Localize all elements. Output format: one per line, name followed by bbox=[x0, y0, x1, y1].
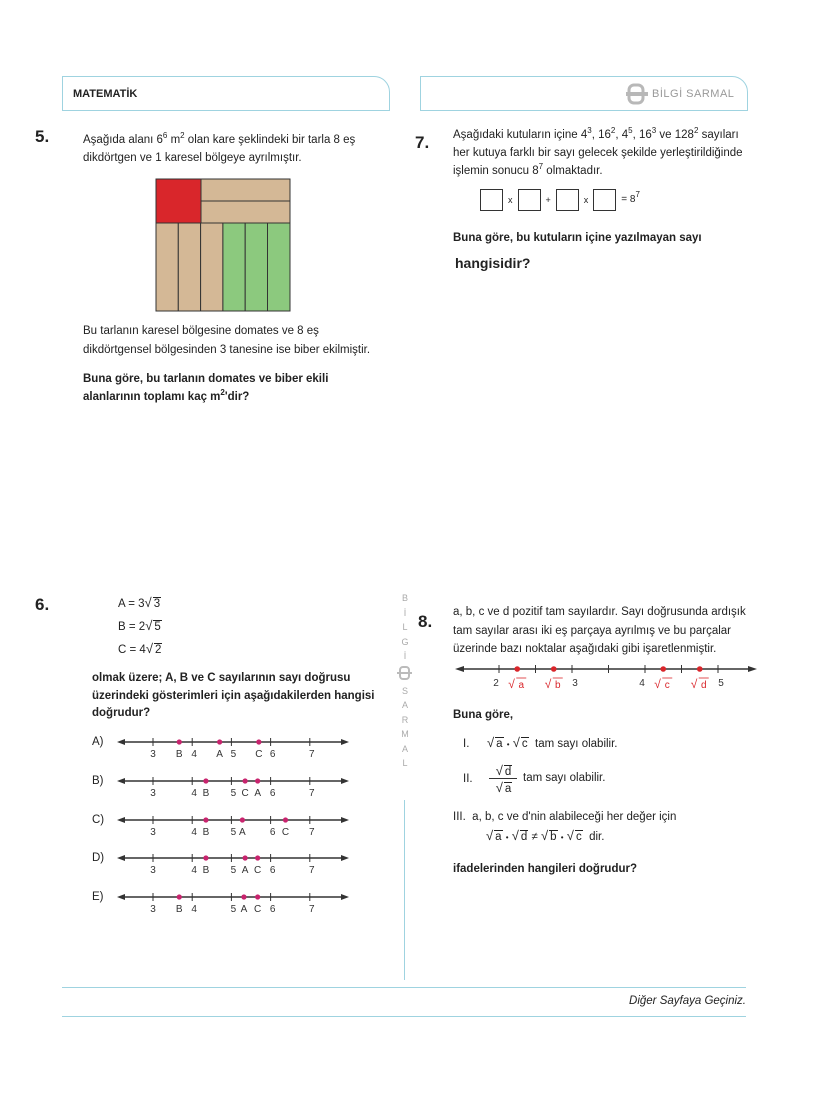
point-B bbox=[177, 739, 182, 744]
q5-text-line-1: Aşağıda alanı $6^6$ $m^2$ olan kare şeklindeki bir tarla 8 eş bbox=[83, 131, 356, 146]
point-label: B bbox=[175, 749, 183, 760]
sqrt-icon: √ bbox=[508, 677, 515, 691]
point-label: C bbox=[255, 749, 263, 760]
q6-question-line-1: olmak üzere; A, B ve C sayılarının sayı doğrusu bbox=[92, 672, 351, 684]
point-sqrt-b bbox=[551, 666, 557, 672]
tick-label: 3 bbox=[572, 678, 578, 689]
tick-label: 5 bbox=[230, 749, 237, 760]
point-B bbox=[203, 817, 208, 822]
brand-letter: İ bbox=[403, 607, 407, 618]
option-number-line[interactable] bbox=[115, 734, 355, 760]
q7-text-line-3: işlemin sonucu $8^7$ olmaktadır. bbox=[453, 162, 603, 177]
rect-region-green bbox=[268, 223, 291, 311]
answer-box bbox=[556, 189, 579, 211]
statement-3-line-2: √ a • √ d ≠ √ b • √ c dir. bbox=[486, 828, 605, 843]
point-B bbox=[203, 856, 208, 861]
answer-box bbox=[593, 189, 616, 211]
answer-box bbox=[518, 189, 541, 211]
statement-1: I. √ a • √ c tam sayı olabilir. bbox=[463, 735, 618, 750]
point-A bbox=[243, 856, 248, 861]
arrow-right-icon bbox=[341, 778, 349, 784]
tick-label: 3 bbox=[150, 787, 156, 799]
q8-lead: Buna göre, bbox=[453, 709, 514, 721]
tick-label: 5 bbox=[230, 826, 237, 838]
brand-letter: İ bbox=[403, 651, 407, 661]
question-5-number: 5. bbox=[35, 127, 50, 146]
option-label[interactable]: D) bbox=[92, 852, 105, 865]
tick-label: 5 bbox=[230, 904, 237, 916]
q7-text-line-1: Aşağıdaki kutuların içine $4^3$, $16^2$, $4^5$, $16^3$ ve $128^2$ sayıları bbox=[453, 126, 739, 141]
question-6-number: 6. bbox=[35, 595, 50, 614]
point-label: A bbox=[254, 787, 261, 799]
point-sqrt-a bbox=[514, 666, 520, 672]
arrow-left-icon bbox=[117, 778, 125, 784]
tick-label: 6 bbox=[269, 749, 276, 760]
rect-region-green bbox=[223, 223, 245, 311]
square-region bbox=[156, 179, 201, 223]
option-label[interactable]: A) bbox=[92, 736, 104, 748]
tick-label: 5 bbox=[230, 865, 237, 877]
q6-question-line-3: doğrudur? bbox=[92, 707, 151, 719]
arrow-left-icon bbox=[455, 666, 464, 672]
q5-question-line-2: alanlarının toplamı kaç $m^2'dir$? bbox=[83, 388, 250, 403]
q8-text-line-3: üzerinde bazı noktalar aşağıdaki gibi işaretlenmiştir. bbox=[453, 643, 717, 655]
arrow-left-icon bbox=[117, 894, 125, 900]
arrow-right-icon bbox=[341, 739, 349, 745]
point-label: a bbox=[518, 680, 525, 691]
point-C bbox=[256, 739, 261, 744]
arrow-left-icon bbox=[117, 817, 125, 823]
point-label: d bbox=[700, 680, 707, 691]
q8-question: ifadelerinden hangileri doğrudur? bbox=[453, 863, 638, 875]
brand-letter: G bbox=[401, 636, 409, 647]
q5-question-line-1: Buna göre, bu tarlanın domates ve biber ekili bbox=[83, 373, 329, 385]
q6-def-c: C = 4√ 2 bbox=[118, 641, 162, 656]
tick-label: 3 bbox=[150, 904, 156, 916]
q5-para-line-2: dikdörtgensel bölgesinden 3 tanesine ise biber ekilmiştir. bbox=[83, 344, 371, 356]
tick-label: 5 bbox=[718, 678, 724, 689]
question-7-number: 7. bbox=[415, 133, 430, 152]
point-label: c bbox=[664, 680, 670, 691]
rect-region bbox=[201, 201, 290, 223]
point-label: C bbox=[254, 904, 262, 916]
point-label: b bbox=[554, 680, 561, 691]
arrow-right-icon bbox=[748, 666, 757, 672]
tick-label: 6 bbox=[269, 904, 276, 916]
sqrt-icon: √ bbox=[544, 677, 552, 691]
tick-label: 6 bbox=[269, 826, 276, 838]
brand-letter: S bbox=[401, 685, 408, 696]
q7-text-line-2: her kutuya farklı bir sayı gelecek şekilde yerleştirildiğinde bbox=[453, 147, 743, 159]
point-A bbox=[255, 778, 260, 783]
option-label[interactable]: E) bbox=[92, 891, 104, 904]
tick-label: 3 bbox=[150, 865, 156, 877]
tick-label: 4 bbox=[191, 787, 197, 799]
column-divider bbox=[404, 800, 405, 980]
q8-number-line bbox=[452, 660, 762, 694]
sqrt-icon: √ bbox=[654, 677, 661, 691]
q6-question-line-2: üzerindeki gösterimleri için aşağıdakilerden hangisi bbox=[92, 690, 375, 702]
tick-label: 3 bbox=[150, 749, 156, 760]
field-diagram bbox=[155, 178, 292, 313]
subject-header bbox=[62, 76, 390, 111]
point-A bbox=[240, 817, 245, 822]
rect-region bbox=[201, 223, 223, 311]
tick-label: 3 bbox=[150, 826, 156, 838]
brand-letter: A bbox=[401, 700, 408, 710]
option-label[interactable]: B) bbox=[92, 774, 104, 787]
q5-text-line-2: dikdörtgen ve 1 karesel bölgeye ayrılmıştır. bbox=[83, 152, 302, 164]
brand-letter: L bbox=[402, 758, 408, 768]
rect-region bbox=[178, 223, 200, 311]
tick-label: 7 bbox=[309, 865, 315, 877]
brand-letter: M bbox=[401, 729, 409, 739]
point-C bbox=[283, 817, 288, 822]
point-B bbox=[177, 895, 182, 900]
point-A bbox=[241, 895, 246, 900]
point-sqrt-d bbox=[697, 666, 703, 672]
point-label: B bbox=[202, 826, 210, 838]
rect-region-green bbox=[245, 223, 267, 311]
arrow-left-icon bbox=[117, 855, 125, 861]
option-number-line[interactable] bbox=[115, 889, 355, 915]
point-label: A bbox=[216, 749, 223, 760]
arrow-right-icon bbox=[341, 817, 349, 823]
rect-region bbox=[156, 223, 178, 311]
tick-label: 7 bbox=[309, 904, 315, 916]
footer-rule-bottom bbox=[62, 1016, 746, 1017]
statement-3-line-1: III. a, b, c ve d'nin alabileceği her değer için bbox=[453, 811, 677, 823]
point-label: B bbox=[175, 904, 183, 916]
tick-label: 4 bbox=[639, 678, 645, 689]
tick-label: 2 bbox=[493, 678, 499, 689]
tick-label: 7 bbox=[309, 826, 315, 838]
brand-letter: R bbox=[401, 714, 409, 725]
tick-label: 4 bbox=[191, 865, 197, 877]
q6-def-b: B = 2√ 5 bbox=[118, 618, 161, 633]
q5-para-line-1: Bu tarlanın karesel bölgesine domates ve 8 eş bbox=[83, 325, 319, 337]
q7-equation: $x + x = 8^7$ bbox=[480, 189, 645, 211]
arrow-right-icon bbox=[341, 855, 349, 861]
q7-question-line-1: Buna göre, bu kutuların içine yazılmayan sayı bbox=[453, 232, 702, 244]
point-label: C bbox=[254, 865, 262, 877]
arrow-left-icon bbox=[117, 739, 125, 745]
point-C bbox=[255, 856, 260, 861]
q6-def-a: A = 3√ 3 bbox=[118, 595, 161, 610]
tick-label: 7 bbox=[309, 749, 315, 760]
option-number-line[interactable] bbox=[115, 850, 355, 876]
option-label[interactable]: C) bbox=[92, 813, 105, 826]
next-page-note: Diğer Sayfaya Geçiniz. bbox=[629, 995, 746, 1007]
q8-text-line-1: a, b, c ve d pozitif tam sayılardır. Sayı doğrusunda ardışık bbox=[453, 606, 746, 618]
point-C bbox=[243, 778, 248, 783]
point-label: C bbox=[241, 787, 249, 799]
point-B bbox=[203, 778, 208, 783]
brand-logo-icon bbox=[397, 666, 413, 682]
brand-letter: B bbox=[401, 593, 408, 603]
q7-question-line-2: hangisidir? bbox=[455, 255, 531, 271]
brand-name: BİLGİ SARMAL bbox=[652, 88, 735, 100]
tick-label: 6 bbox=[269, 865, 276, 877]
point-label: C bbox=[281, 826, 290, 838]
sqrt-icon: √ bbox=[690, 677, 698, 691]
tick-label: 4 bbox=[191, 904, 197, 916]
option-number-line[interactable] bbox=[115, 773, 355, 799]
brand-letter: A bbox=[401, 743, 408, 754]
point-label: B bbox=[202, 865, 210, 877]
point-C bbox=[255, 895, 260, 900]
tick-label: 4 bbox=[191, 749, 197, 760]
point-A bbox=[217, 739, 222, 744]
point-label: A bbox=[239, 826, 246, 838]
subject-title: MATEMATİK bbox=[73, 88, 138, 100]
point-label: B bbox=[202, 787, 210, 799]
footer-rule-top bbox=[62, 987, 746, 988]
tick-label: 5 bbox=[230, 787, 237, 799]
answer-box bbox=[480, 189, 503, 211]
tick-label: 4 bbox=[191, 826, 197, 838]
tick-label: 6 bbox=[269, 787, 276, 799]
rect-region bbox=[201, 179, 290, 201]
arrow-right-icon bbox=[341, 894, 349, 900]
tick-label: 7 bbox=[309, 787, 315, 799]
question-8-number: 8. bbox=[418, 612, 433, 631]
point-label: A bbox=[240, 904, 248, 916]
point-label: A bbox=[241, 865, 249, 877]
q8-text-line-2: tam sayılar arası iki eş parçaya ayrılmış ve bu parçalar bbox=[453, 625, 732, 637]
brand-letter: L bbox=[402, 622, 408, 632]
option-number-line[interactable] bbox=[115, 812, 355, 838]
point-sqrt-c bbox=[660, 666, 666, 672]
brand-logo-icon bbox=[626, 83, 650, 105]
brand-header bbox=[420, 76, 748, 111]
